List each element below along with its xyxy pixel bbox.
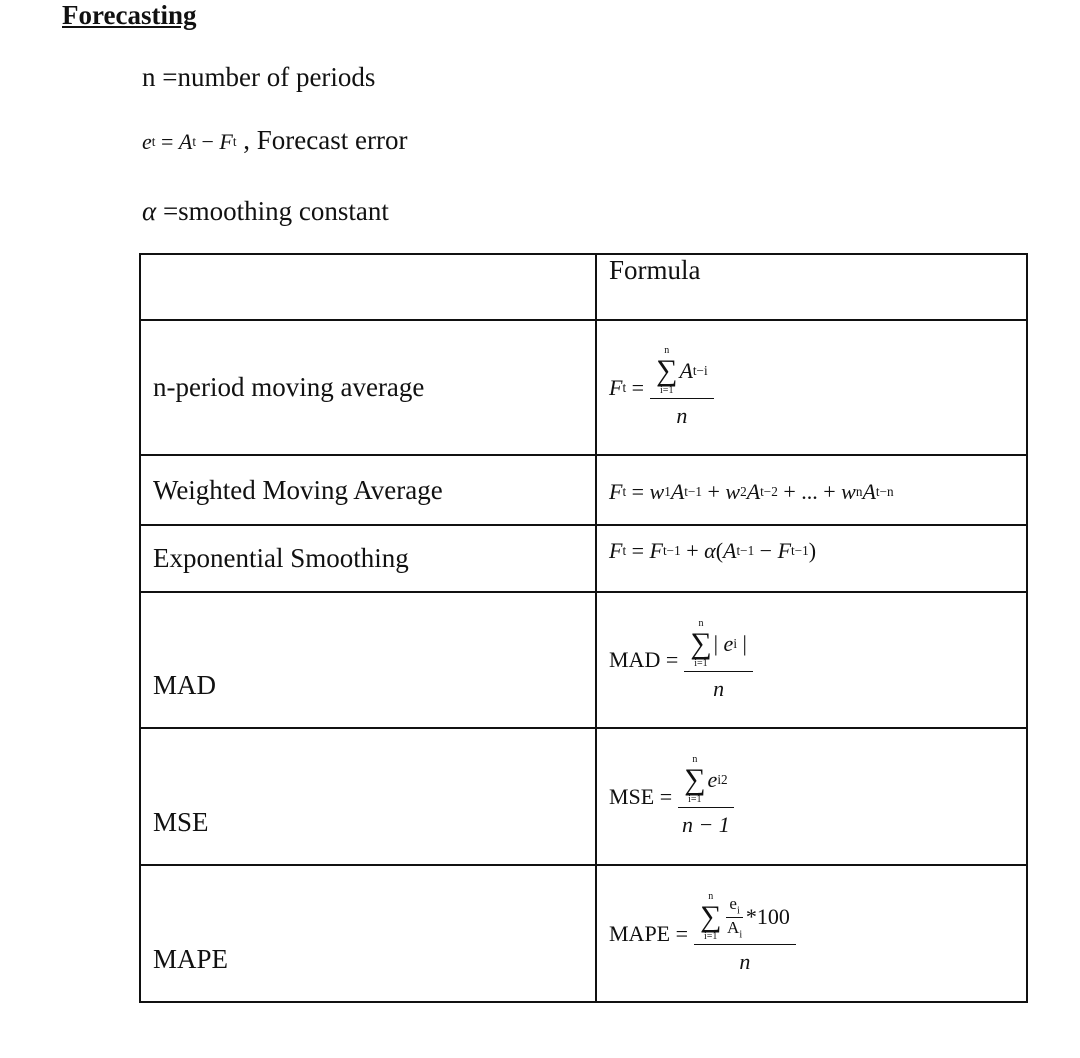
formula-cell (596, 592, 1027, 728)
formula-cell (596, 728, 1027, 865)
alpha-symbol: α (142, 196, 157, 226)
method-name: MSE (140, 728, 596, 865)
header-empty-cell (140, 254, 596, 320)
formula-table (139, 253, 1028, 1003)
moving-average-formula: F t = n ∑ i=1 A t−i n (609, 346, 714, 429)
page-title: Forecasting (62, 0, 197, 30)
exponential-smoothing-formula: F t = F t−1 + α ( A t−1 − F t−1 ) (609, 538, 817, 563)
table-row (140, 525, 1027, 592)
formula-cell (596, 865, 1027, 1002)
weighted-average-formula: F t = w 1 A t−1 + w 2 A t−2 + ... + w n A t−n (609, 478, 894, 504)
definition-error (142, 125, 407, 156)
definition-n: n =number of periods (142, 62, 376, 92)
table-row (140, 455, 1027, 525)
table-row (140, 592, 1027, 728)
error-label: , Forecast error (243, 125, 408, 155)
table-row (140, 320, 1027, 455)
formula-cell (596, 525, 1027, 592)
mse-formula: MSE = n ∑ i=1 e i 2 n − 1 (609, 755, 734, 838)
method-name: Exponential Smoothing (140, 525, 596, 592)
method-name: Weighted Moving Average (140, 455, 596, 525)
mape-formula: MAPE = n ∑ i=1 $\frac{e_i}{A_i}$ *100 n (609, 892, 796, 975)
method-name: n-period moving average (140, 320, 596, 455)
formula-cell (596, 455, 1027, 525)
formula-cell (596, 320, 1027, 455)
alpha-label: =smoothing constant (156, 196, 389, 226)
table-header-row (140, 254, 1027, 320)
header-formula: Formula (596, 254, 1027, 320)
definition-alpha (142, 196, 389, 227)
mad-formula: MAD = n ∑ i=1 | e i | n (609, 619, 753, 702)
method-name: MAPE (140, 865, 596, 1002)
method-name: MAD (140, 592, 596, 728)
error-equation: e t = A t − F t (142, 129, 237, 154)
table-row (140, 728, 1027, 865)
table-row (140, 865, 1027, 1002)
